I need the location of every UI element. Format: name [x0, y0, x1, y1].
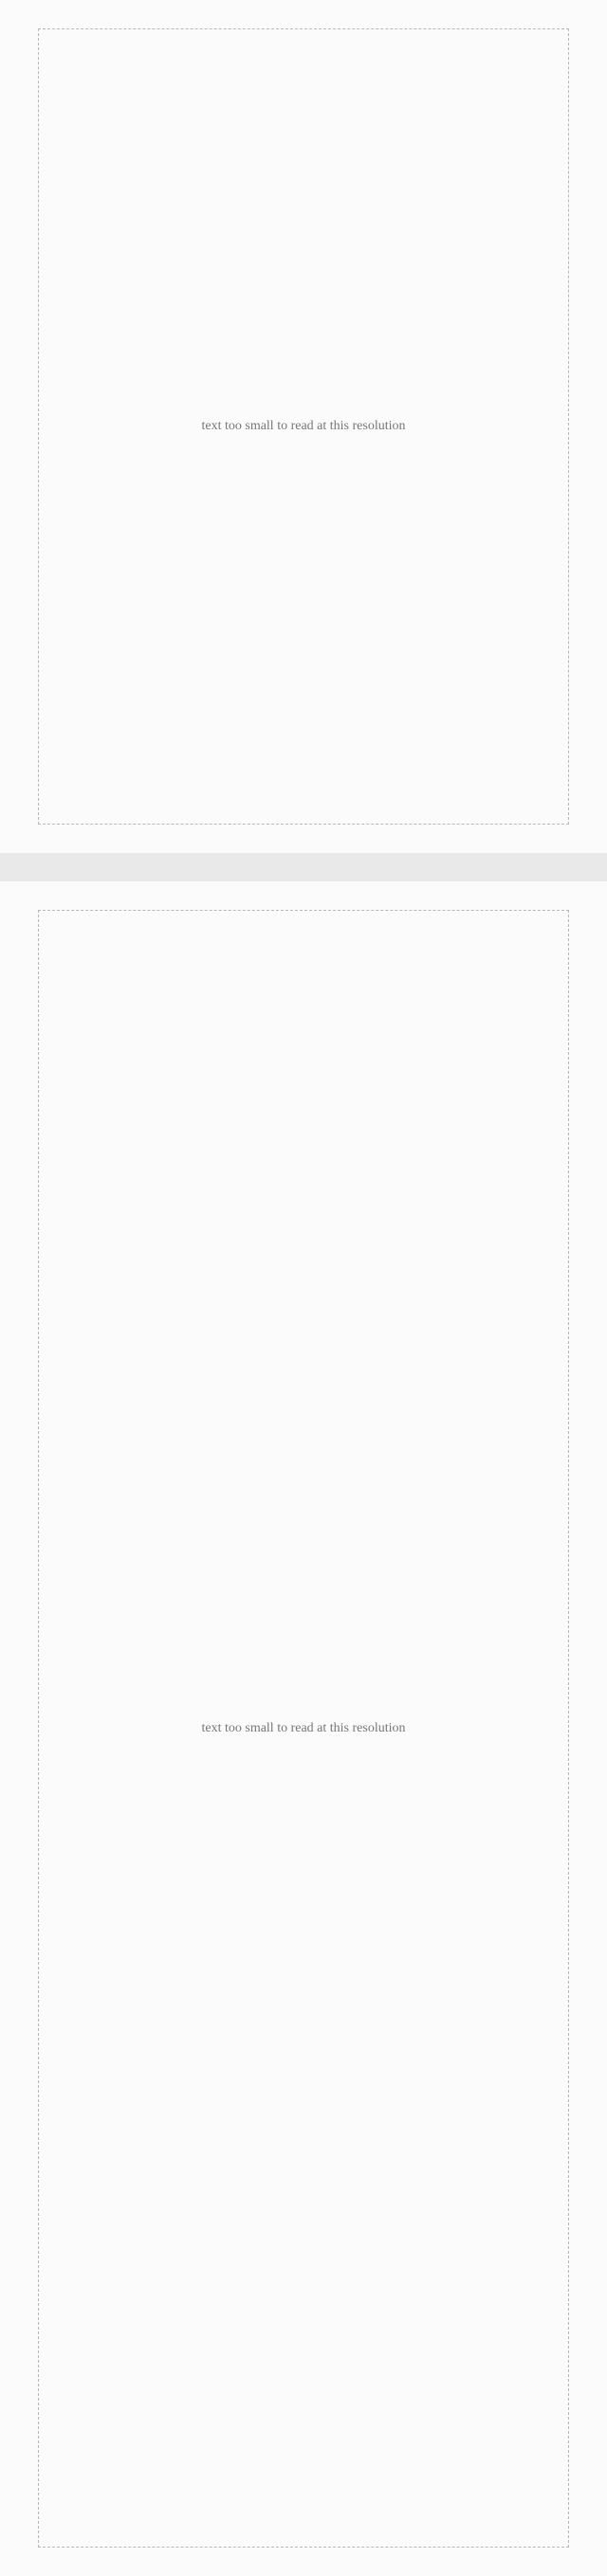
unreadable-notice: text too small to read at this resolution: [38, 28, 569, 825]
document-page: [0, 0, 607, 853]
page-gap: [0, 853, 607, 881]
document-page: [0, 881, 607, 2576]
unreadable-notice: text too small to read at this resolution: [38, 910, 569, 2548]
